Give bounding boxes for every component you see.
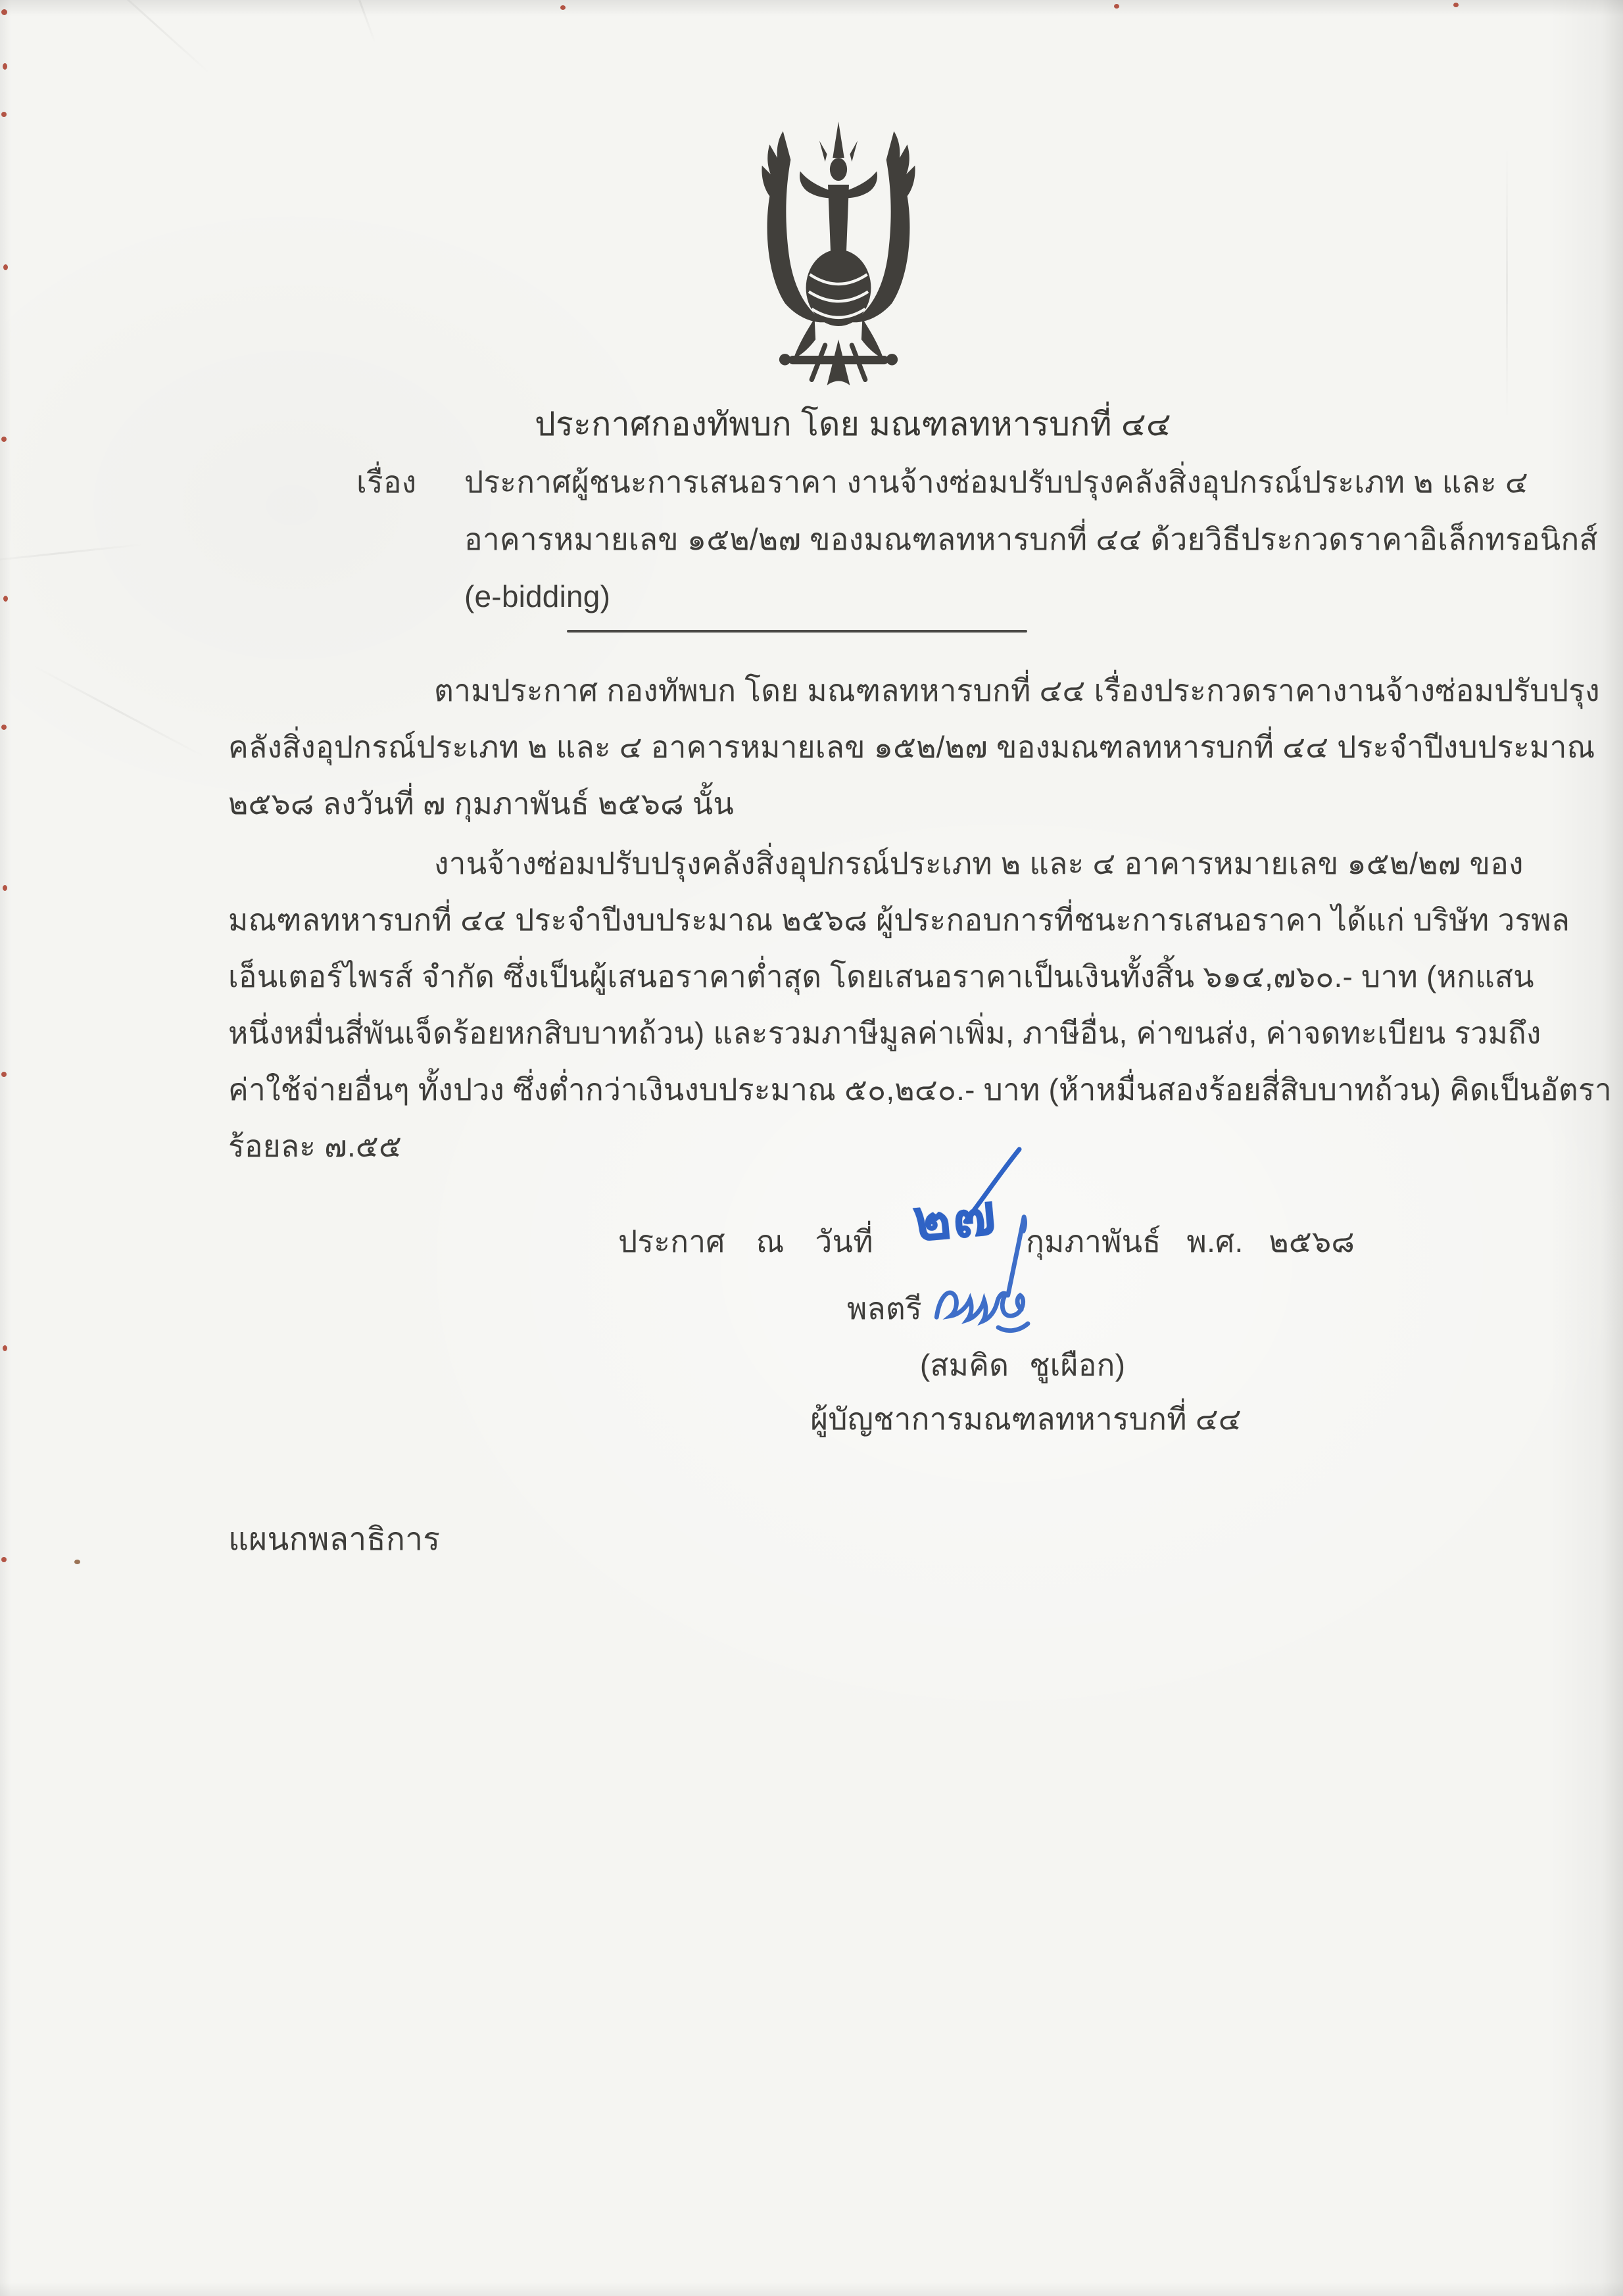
para1-line-2: คลังสิ่งอุปกรณ์ประเภท ๒ และ ๔ อาคารหมายเลข ๑๕๒/๒๗ ของมณฑลทหารบกที่ ๔๔ ประจำปีงบประมาณ — [228, 730, 1595, 764]
para2-line-1: งานจ้างซ่อมปรับปรุงคลังสิ่งอุปกรณ์ประเภท ๒ และ ๔ อาคารหมายเลข ๑๕๒/๒๗ ของ — [434, 846, 1524, 880]
para2-line-5: ค่าใช้จ่ายอื่นๆ ทั้งปวง ซึ่งต่ำกว่าเงินงบประมาณ ๕๐,๒๔๐.- บาท (ห้าหมื่นสองร้อยสี่สิบบาทถ้วน) คิดเป็นอัตรา — [228, 1072, 1612, 1107]
scan-speck — [1, 1557, 7, 1562]
scan-speck — [3, 264, 8, 270]
paper-crease — [347, 0, 376, 43]
scan-speck — [1453, 3, 1459, 7]
scan-speck — [3, 63, 7, 70]
para1-line-1: ตามประกาศ กองทัพบก โดย มณฑลทหารบกที่ ๔๔ เรื่องประกวดราคางานจ้างซ่อมปรับปรุง — [434, 673, 1600, 707]
para2-line-2: มณฑลทหารบกที่ ๔๔ ประจำปีงบประมาณ ๒๕๖๘ ผู้ประกอบการที่ชนะการเสนอราคา ได้แก่ บริษัท วรพล — [228, 903, 1570, 937]
para2-line-4: หนึ่งหมื่นสี่พันเจ็ดร้อยหกสิบบาทถ้วน) และรวมภาษีมูลค่าเพิ่ม, ภาษีอื่น, ค่าขนส่ง, ค่าจดทะเบียน รวมถึง — [228, 1016, 1541, 1050]
scan-speck — [1114, 4, 1119, 9]
scan-speck — [560, 5, 566, 10]
scan-speck — [1, 725, 7, 730]
scan-speck — [3, 596, 8, 602]
department-label: แผนกพลาธิการ — [228, 1522, 441, 1557]
subject-line-3: (e-bidding) — [464, 579, 611, 613]
scan-speck — [1, 1072, 7, 1077]
paper-crease — [31, 664, 206, 758]
subject-line-1: ประกาศผู้ชนะการเสนอราคา งานจ้างซ่อมปรับปรุงคลังสิ่งอุปกรณ์ประเภท ๒ และ ๔ — [464, 465, 1528, 499]
signature-handwriting — [921, 1213, 1078, 1354]
signer-name: (สมคิด ชูเผือก) — [919, 1348, 1126, 1382]
scan-speck — [3, 885, 7, 891]
document-title: ประกาศกองทัพบก โดย มณฑลทหารบกที่ ๔๔ — [535, 406, 1171, 442]
scan-speck — [1, 112, 7, 117]
para2-line-3: เอ็นเตอร์ไพรส์ จำกัด ซึ่งเป็นผู้เสนอราคาต่ำสุด โดยเสนอราคาเป็นเงินทั้งสิ้น ๖๑๔,๗๖๐.- บาท (หกแสน — [228, 959, 1534, 993]
signer-position: ผู้บัญชาการมณฑลทหารบกที่ ๔๔ — [810, 1402, 1242, 1436]
paper-crease — [0, 543, 144, 563]
para2-line-6: ร้อยละ ๗.๕๕ — [228, 1129, 402, 1163]
signer-rank: พลตรี — [847, 1291, 922, 1326]
paper-crease — [1506, 145, 1508, 421]
date-suffix: กุมภาพันธ์ พ.ศ. ๒๕๖๘ — [1026, 1224, 1355, 1258]
subject-divider — [567, 630, 1027, 633]
subject-label: เรื่อง — [356, 465, 417, 499]
scan-speck — [74, 1560, 80, 1564]
handwritten-date-day: ๒๗ — [909, 1181, 1000, 1254]
garuda-emblem-icon — [733, 120, 944, 389]
subject-line-2: อาคารหมายเลข ๑๕๒/๒๗ ของมณฑลทหารบกที่ ๔๔ ด้วยวิธีประกวดราคาอิเล็กทรอนิกส์ — [464, 522, 1598, 556]
paper-crease — [92, 0, 210, 74]
date-prefix: ประกาศ ณ วันที่ — [618, 1224, 873, 1258]
scan-speck — [1, 9, 7, 15]
para1-line-3: ๒๕๖๘ ลงวันที่ ๗ กุมภาพันธ์ ๒๕๖๘ นั้น — [228, 786, 735, 821]
scan-speck — [1, 437, 7, 442]
scan-speck — [3, 1345, 7, 1351]
